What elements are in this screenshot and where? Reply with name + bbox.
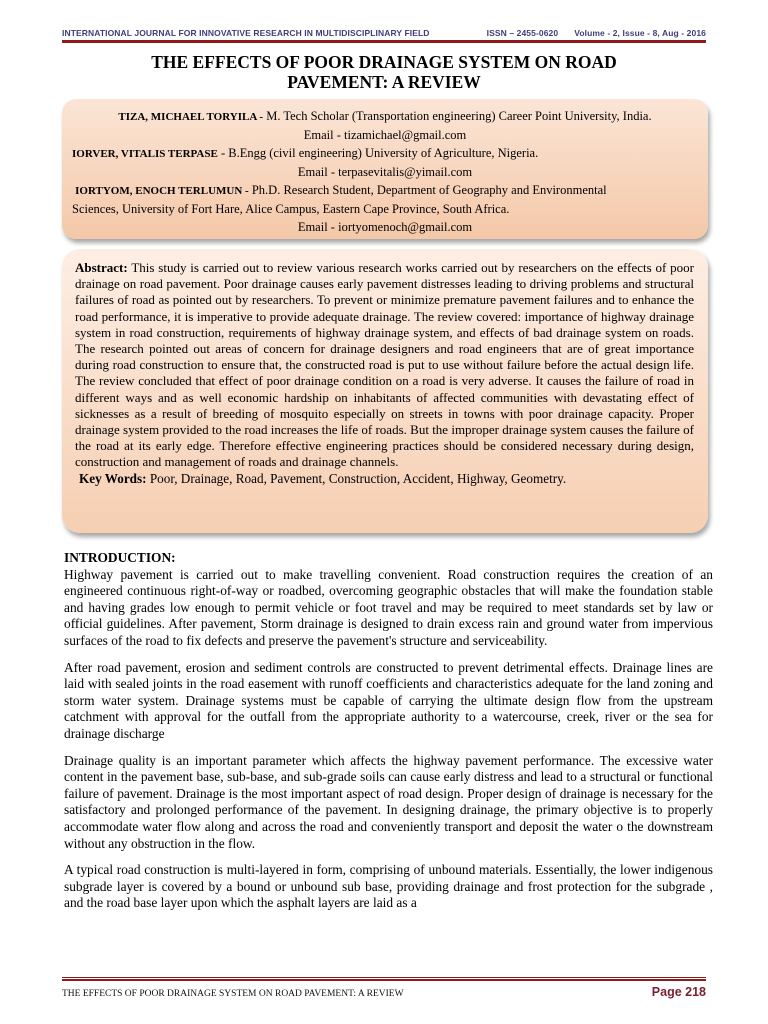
abstract-body: This study is carried out to review various research works carried out by researchers on the effects of poor drainage on road pavement. Poor drainage causes early pavement distresses leading to driving problems and structural failures of road as pointed out by researchers. To prevent or minimize premature pavement failures and to enhance the road performance, it is imperative to provide adequate drainage. The review covered: importance of highway drainage system in road construction, requirements of highway drainage system, and effects of bad drainage system on roads. The research pointed out areas of concern for drainage designers and road engineers that are of great importance during road construction to ensure that, the constructed road is put to use without failure before the actual design life. The review concluded that effect of poor drainage condition on a road is very adverse. It causes the failure of road in different ways and as well economic hardship on inhabitants of affected communities with devastating effect of sicknesses as a result of breeding of mosquito especially on streets in towns with poor drainage capacity. Proper drainage system provided to the road increases the life of roads. But the improper drainage system causes the failure of the road at its early edge. Therefore effective engineering practices should be considered necessary during design, construction and management of roads and drainage channels. (75, 260, 694, 470)
author-3-email: Email - iortyomenoch@gmail.com (297, 220, 473, 234)
paragraph-4: A typical road construction is multi-layered in form, comprising of unbound materials. Essentially, the lower indigenous subgrade layer is covered by a bound or unbound sub base, providing drainage and frost protection for the subgrade , and the road base layer upon which the asphalt layers are laid as a (64, 862, 713, 911)
issue-info (487, 28, 706, 38)
author-2-affiliation: - B.Engg (civil engineering) University of Agriculture, Nigeria. (217, 146, 539, 160)
keywords-label: Key Words: (79, 470, 147, 486)
author-3-affiliation-cont: Sciences, University of Fort Hare, Alice Campus, Eastern Cape Province, South Africa. (72, 202, 510, 216)
author-3-name: IORTYOM, ENOCH TERLUMUN - (75, 185, 249, 197)
author-2-name: IORVER, VITALIS TERPASE (72, 148, 218, 160)
section-heading-introduction: INTRODUCTION: (64, 550, 176, 565)
authors-box (62, 99, 708, 239)
author-1-name: TIZA, MICHAEL TORYILA - (118, 111, 264, 123)
page-number: Page 218 (651, 985, 706, 999)
volume-issue: Volume - 2, Issue - 8, Aug - 2016 (574, 28, 706, 38)
footer-rule (62, 977, 706, 981)
abstract-text (75, 260, 694, 471)
keywords (75, 471, 694, 487)
keywords-list: Poor, Drainage, Road, Pavement, Construction, Accident, Highway, Geometry. (146, 470, 567, 486)
author-2-email: Email - terpasevitalis@yimail.com (297, 165, 473, 179)
main-body (64, 550, 713, 922)
running-footer (62, 985, 706, 999)
journal-name: INTERNATIONAL JOURNAL FOR INNOVATIVE RESEARCH IN MULTIDISCIPLINARY FIELD (62, 28, 430, 38)
paragraph-3: Drainage quality is an important parameter which affects the highway pavement performance. The excessive water content in the pavement base, sub-base, and sub-grade soils can cause early distress and lead to a structural or functional failure of pavement. Drainage is the most important aspect of road design. Proper design of drainage is necessary for the satisfactory and prolonged performance of the pavement. In designing drainage, the primary objective is to properly accommodate water flow along and across the road and conveniently transport and deposit the water o the downstream without any obstruction in the flow. (64, 752, 713, 851)
issn: ISSN – 2455-0620 (486, 28, 559, 38)
paper-title (60, 52, 708, 92)
abstract-box (62, 249, 708, 533)
header-rule (62, 40, 706, 43)
author-3-affiliation: Ph.D. Research Student, Department of Geography and Environmental (248, 183, 607, 197)
author-3-line (72, 181, 698, 200)
footer-title: THE EFFECTS OF POOR DRAINAGE SYSTEM ON ROAD PAVEMENT: A REVIEW (62, 989, 404, 999)
running-header (62, 28, 706, 38)
title-line-2: PAVEMENT: A REVIEW (287, 72, 481, 92)
author-1-line (72, 107, 698, 126)
author-1-affiliation: M. Tech Scholar (Transportation engineering) Career Point University, India. (263, 109, 652, 123)
title-line-1: THE EFFECTS OF POOR DRAINAGE SYSTEM ON ROAD (151, 52, 617, 72)
abstract-label: Abstract: (75, 260, 128, 275)
author-1-email: Email - tizamichael@gmail.com (303, 128, 467, 142)
paragraph-2: After road pavement, erosion and sediment controls are constructed to prevent detrimental effects. Drainage lines are laid with sealed joints in the road easement with runoff coefficients and characteristics adequate for the land zoning and storm water system. Drainage systems must be capable of carrying the ultimate design flow from the upstream catchment with approval for the outfall from the appropriate authority to a watercourse, creek, river or the sea for drainage discharge (64, 659, 713, 741)
paragraph-1: Highway pavement is carried out to make travelling convenient. Road construction requires the creation of an engineered continuous right-of-way or roadbed, overcoming geographic obstacles that will make the foundation stable and having grades low enough to permit vehicle or foot travel and may be required to meet standards set by law or official guidelines. After pavement, Storm drainage is designed to drain excess rain and ground water from impervious surfaces of the road to fix defects and preserve the pavement's structure and serviceability. (64, 566, 713, 648)
author-2-line (72, 144, 698, 163)
